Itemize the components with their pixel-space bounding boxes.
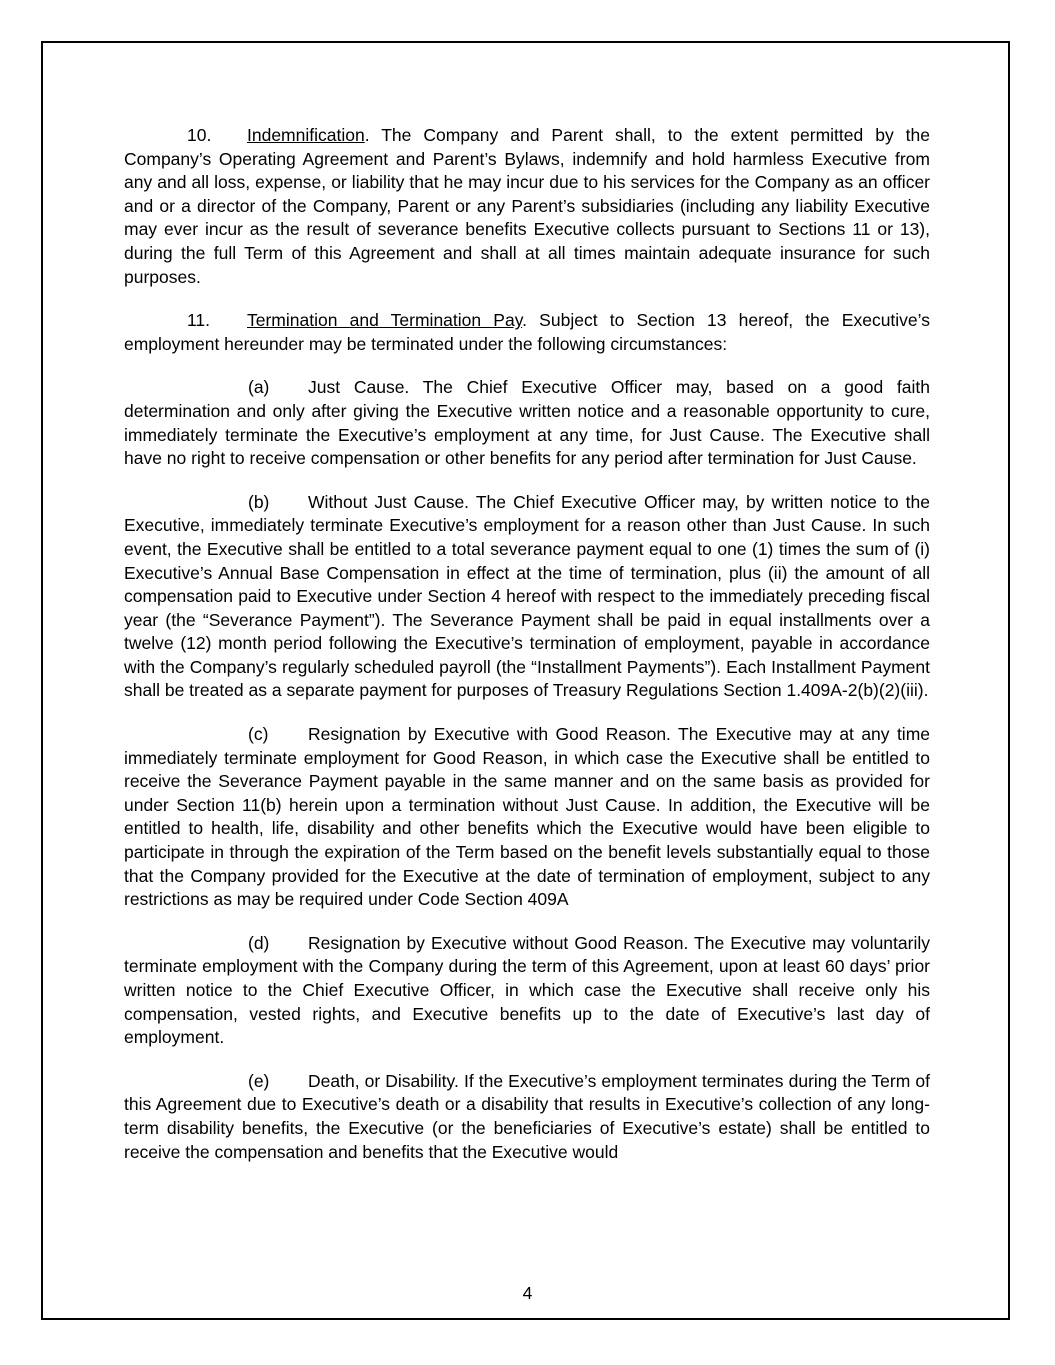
subsection-d-without-good-reason (124, 932, 930, 1050)
subsection-b-without-just-cause (124, 491, 930, 703)
subsection-title: Resignation by Executive without Good Reason. (308, 932, 689, 953)
section-heading: Termination and Termination Pay (247, 310, 523, 331)
section-body: . Subject to Section 13 hereof, the Executive’s employment hereunder may be terminated under the following circumstances: (124, 310, 930, 354)
subsection-label: (b) (248, 491, 270, 512)
subsection-title: Resignation by Executive with Good Reason. (308, 724, 671, 745)
subsection-title: Just Cause. (308, 377, 410, 398)
document-body (124, 124, 930, 1184)
subsection-title: Without Just Cause. (308, 491, 470, 512)
subsection-body: The Chief Executive Officer may, based on a good faith determination and only after giving the Executive written notice and a reasonable opportunity to cure, immediately terminate the Executive’s employment at any time, for Just Cause. The Executive shall have no right to receive compensation or other benefits for any period after termination for Just Cause. (124, 377, 931, 469)
subsection-body: The Executive may at any time immediately terminate employment for Good Reason, in which case the Executive shall be entitled to receive the Severance Payment payable in the same manner and on the same basis as provided for under Section 11(b) herein upon a termination without Just Cause. In addition, the Executive will be entitled to health, life, disability and other benefits which the Executive would have been eligible to participate in through the expiration of the Term based on the benefit levels substantially equal to those that the Company provided for the Executive at the date of termination of employment, subject to any restrictions as may be required under Code Section 409A (124, 724, 930, 910)
subsection-title: Death, or Disability. (308, 1070, 459, 1091)
subsection-label: (e) (248, 1070, 270, 1091)
section-10-indemnification (124, 124, 930, 289)
subsection-e-death-disability (124, 1070, 930, 1164)
section-number: 10. (187, 125, 212, 145)
subsection-label: (a) (248, 377, 270, 398)
subsection-a-just-cause (124, 376, 930, 470)
subsection-body: The Executive may voluntarily terminate employment with the Company during the term of this Agreement, upon at least 60 days’ prior written notice to the Chief Executive Officer, in which case the Executive shall receive only his compensation, vested rights, and Executive benefits up to the date of Executive’s last day of employment. (124, 932, 930, 1048)
subsection-body: The Chief Executive Officer may, by written notice to the Executive, immediately terminate Executive’s employment for a reason other than Just Cause. In such event, the Executive shall be entitled to a total severance payment equal to one (1) times the sum of (i) Executive’s Annual Base Compensation in effect at the time of termination, plus (ii) the amount of all compensation paid to Executive under Section 4 hereof with respect to the immediately preceding fiscal year (the “Severance Payment”). The Severance Payment shall be paid in equal installments over a twelve (12) month period following the Executive’s termination of employment, payable in accordance with the Company’s regularly scheduled payroll (the “Installment Payments”). Each Installment Payment shall be treated as a separate payment for purposes of Treasury Regulations Section 1.409A-2(b)(2)(iii). (124, 491, 930, 701)
section-heading: Indemnification (247, 125, 365, 145)
section-body: . The Company and Parent shall, to the extent permitted by the Company’s Operating Agreement and Parent’s Bylaws, indemnify and hold harmless Executive from any and all loss, expense, or liability that he may incur due to his services for the Company as an officer and or a director of the Company, Parent or any Parent’s subsidiaries (including any liability Executive may ever incur as the result of severance benefits Executive collects pursuant to Sections 11 or 13), during the full Term of this Agreement and shall at all times maintain adequate insurance for such purposes. (124, 125, 930, 287)
subsection-c-good-reason (124, 723, 930, 912)
section-number: 11. (187, 310, 211, 331)
section-11-termination (124, 309, 930, 356)
subsection-label: (d) (248, 932, 270, 953)
subsection-label: (c) (248, 724, 269, 745)
page-number: 4 (522, 1283, 533, 1303)
subsection-body: If the Executive’s employment terminates during the Term of this Agreement due to Executive’s death or a disability that results in Executive’s collection of any long-term disability benefits, the Executive (or the beneficiaries of Executive’s estate) shall be entitled to receive the compensation and benefits that the Executive would (124, 1070, 930, 1162)
